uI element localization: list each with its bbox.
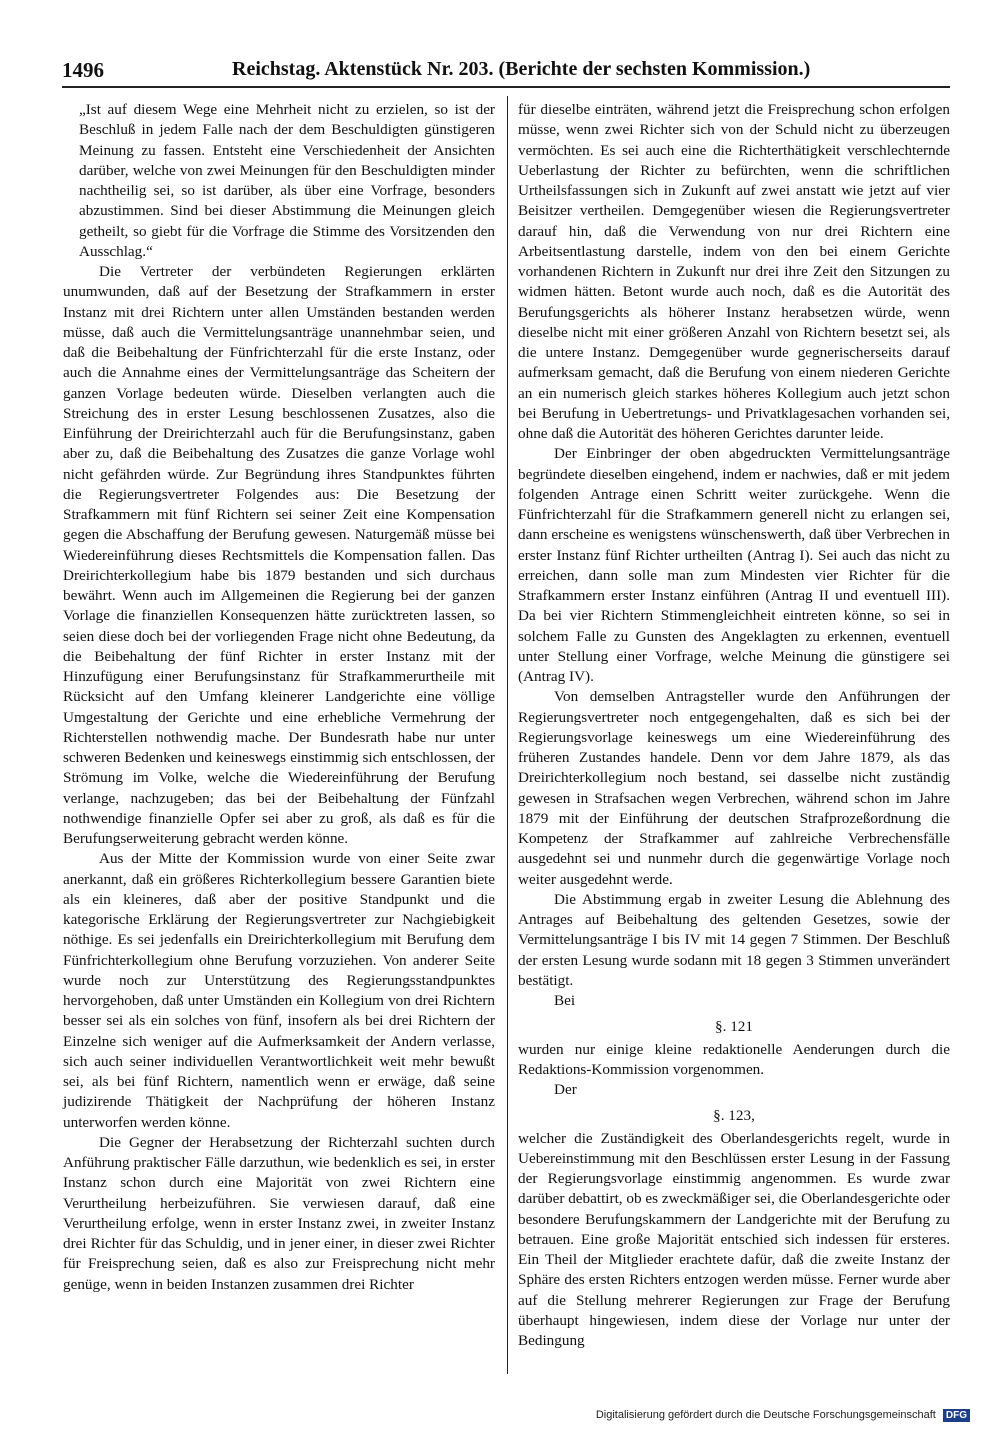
section-heading: §. 123, xyxy=(713,1107,755,1125)
paragraph: „Ist auf diesem Wege eine Mehrheit nicht zu erzielen, so ist der Beschluß in jedem Falle nach der dem Beschuldigten günstigeren Meinung zu fassen. Entsteht eine Verschiedenheit der Ansichten darüber, welche von zwei Meinungen für den Beschuldigten minder nachtheilig sei, so ist darüber, als über eine Vorfrage, besonders abzustimmen. Sind bei dieser Abstimmung die Meinungen gleich getheilt, so giebt für die Vorfrage die Stimme des Vorsitzenden den Ausschlag.“ xyxy=(79,101,495,260)
paragraph: Aus der Mitte der Kommission wurde von einer Seite zwar anerkannt, daß ein größeres Richterkollegium bessere Garantien biete als ein kleineres, daß aber der positive Standpunkt und die kategorische Erklärung der Regierungsvertreter zur Nachgiebigkeit nöthige. Es sei jedenfalls ein Dreirichterkollegium mit Berufung dem Fünfrichterkollegium ohne Berufung vorzuziehen. Von anderer Seite wurde noch zur Unterstützung des Regierungsstandpunktes hervorgehoben, daß unter Umständen ein Kollegium von drei Richtern besser sei als ein solches von fünf, insofern als bei drei Richtern der Einzelne sich weniger auf die Aufmerksamkeit der Andern verlasse, sich auch seiner individuellen Verantwortlichkeit weit mehr bewußt sei, als bei fünf Richtern, namentlich wenn er erwäge, daß seine judizirende Thätigkeit der Nachprüfung der höheren Instanz unterworfen werden könne. xyxy=(63,850,495,1131)
paragraph: Der xyxy=(554,1081,577,1098)
header-rule xyxy=(62,86,950,88)
column-divider xyxy=(507,96,508,1374)
paragraph: Die Gegner der Herabsetzung der Richterzahl suchten durch Anführung praktischer Fälle darzuthun, wie bedenklich es sei, in erster Instanz schon durch eine Majorität von zwei Richtern eine Verurtheilung herbeizuführen. Sie verwiesen darauf, daß eine Verurtheilung erfolge, wenn in erster Instanz zwei, in zweiter Instanz drei Richter für das Schuldig, und in jener einer, in dieser zwei Richter für Freisprechung seien, daß es also zur Freisprechung nicht mehr genüge, wenn in beiden Instanzen zusammen drei Richter xyxy=(63,1133,495,1293)
paragraph: für dieselbe einträten, während jetzt die Freisprechung schon erfolgen müsse, wenn zwei Richter sich von der Schuld nicht zu überzeugen vermöchten. Es sei auch eine die Richterthätigkeit verschlechternde Ueberlastung der Richter zu befürchten, wenn die schriftlichen Urtheilsfassungen sich in Zukunft auf zwei anstatt wie jetzt auf vier Beisitzer vertheilen. Demgegenüber wiesen die Regierungsvertreter darauf hin, daß die Verwendung von nur drei Richtern eine Arbeitsentlastung darstelle, indem von den bei einem Gerichte vorhandenen Richtern in Zukunft nur drei ihre Zeit den Sitzungen zu widmen hätten. Betont wurde auch noch, daß es die Autorität des Berufungsgerichts als höherer Instanz herabsetzen würde, wenn dieselbe nicht mit einer größeren Anzahl von Richtern besetzt sei, als die untere Instanz. Demgegenüber wurde gegnerischerseits darauf aufmerksam gemacht, daß die Berufung von einem niederen Gerichte an ein numerisch gleich starkes höheres Kollegium auch jetzt schon bei Berufung in Uebertretungs- und Privatklagesachen vorhanden sei, ohne daß die Autorität des höheren Gerichtes darunter leide. xyxy=(518,101,950,442)
paragraph: Bei xyxy=(554,992,576,1009)
paragraph: Der Einbringer der oben abgedruckten Vermittelungsanträge begründete dieselben eingehend, indem er nachwies, daß er mit jedem folgenden Antrage einen Schritt weiter zurückgehe. Wenn die Fünfrichterzahl für die Strafkammern generell nicht zu erlangen sei, dann erscheine es wenigstens wünschenswerth, daß über Verbrechen in erster Instanz fünf Richter urtheilten (Antrag I). Sei auch das nicht zu erreichen, dann solle man zum Mindesten vier Richter für die Strafkammern erster Instanz einführen (Antrag II und eventuell III). Da bei vier Richtern Stimmengleichheit eintreten könne, so sei in solchem Falle zu Gunsten des Angeklagten zu erkennen, eventuell unter Stellung einer Vorfrage, welche Meinung die günstigere sei (Antrag IV). xyxy=(518,445,950,685)
footer-credit xyxy=(596,1409,970,1422)
paragraph: Die Vertreter der verbündeten Regierungen erklärten unumwunden, daß auf der Besetzung der Strafkammern in erster Instanz mit drei Richtern unter allen Umständen bestanden werden müsse, daß auch die Vermittelungsanträge unannehmbar seien, und daß die Beibehaltung der Fünfrichterzahl für die erste Instanz, oder auch die Annahme eines der Vermittelungsanträge das Scheitern der ganzen Vorlage bedeuten würde. Dieselben verlangten auch die Streichung des in erster Lesung beschlossenen Zusatzes, also die Einführung der Dreirichterzahl auch für die Berufungsinstanz, gaben aber zu, daß die Beibehaltung des Zusatzes die ganze Vorlage wohl nicht gefährden würde. Zur Begründung ihres Standpunktes führten die Regierungsvertreter Folgendes aus: Die Besetzung der Strafkammern mit fünf Richtern sei seiner Zeit eine Kompensation gegen die Abschaffung der Berufung gewesen. Naturgemäß müsse bei Wiedereinführung dieses Rechtsmittels die Kompensation fallen. Das Dreirichterkollegium habe bis 1879 bestanden und sich durchaus bewährt. Wenn auch im Allgemeinen die Regierung bei der ganzen Vorlage die finanziellen Konsequenzen hätte zurücktreten lassen, so seien diese doch bei der vorliegenden Frage nicht ohne Bedeutung, da die Beibehaltung der fünf Richter in erster Instanz mit der Hinzufügung einer Berufungsinstanz für Strafkammerurtheile mit Rücksicht auf den Umfang kleinerer Landgerichte eine völlige Umgestaltung der Gerichte und eine erhebliche Vermehrung der Richterstellen nothwendig mache. Der Bundesrath habe nur unter schweren Bedenken und keineswegs einstimmig sich entschlossen, der Strömung im Volke, welche die Wiedereinführung der Berufung verlange, nachzugeben; das bei der Beibehaltung der Fünfzahl nothwendige finanzielle Opfer sei aber zu groß, als daß es für die Berufungserweiterung gebracht werden könne. xyxy=(63,263,495,847)
paragraph: Von demselben Antragsteller wurde den Anführungen der Regierungsvertreter noch entgegengehalten, daß es sich bei der Regierungsvorlage keineswegs um eine Wiedereinführung des früheren Zustandes handele. Denn vor dem Jahre 1879, als das Dreirichterkollegium noch bestand, sei dasselbe nicht zuständig gewesen in Strafsachen wegen Verbrechen, während schon im Jahre 1879 mit der Einführung der deutschen Strafprozeßordnung die Kompetenz der Strafkammer auf zahlreiche Verbrechensfälle ausgedehnt sei und nunmehr durch die gegenwärtige Vorlage noch weiter ausgedehnt werde. xyxy=(518,688,950,888)
left-column xyxy=(63,100,495,1295)
paragraph: Die Abstimmung ergab in zweiter Lesung die Ablehnung des Antrages auf Beibehaltung des geltenden Gesetzes, sowie der Vermittelungsanträge I bis IV mit 14 gegen 7 Stimmen. Der Beschluß der ersten Lesung wurde sodann mit 18 gegen 3 Stimmen unverändert bestätigt. xyxy=(518,890,950,989)
page-number: 1496 xyxy=(62,58,104,82)
running-title: Reichstag. Aktenstück Nr. 203. (Berichte der sechsten Kommission.) xyxy=(232,58,811,80)
paragraph: wurden nur einige kleine redaktionelle Aenderungen durch die Redaktions-Kommission vorgenommen. xyxy=(518,1040,950,1078)
right-column xyxy=(518,100,950,1351)
footer-text: Digitalisierung gefördert durch die Deutsche Forschungsgemeinschaft xyxy=(595,1409,936,1421)
dfg-logo: DFG xyxy=(943,1409,970,1422)
paragraph: welcher die Zuständigkeit des Oberlandesgerichts regelt, wurde in Uebereinstimmung mit den Beschlüssen erster Lesung in der Fassung der Regierungsvorlage einstimmig angenommen. Es wurde zwar darüber debattirt, ob es zweckmäßiger sei, die Oberlandesgerichte oder besondere Berufungskammern der Landgerichte mit der Berufung zu betrauen. Eine große Majorität entschied sich indessen für ersteres. Ein Theil der Mitglieder erachtete dafür, daß die zweite Instanz der Sphäre des ersten Richters entzogen werden müsse. Ferner wurde aber auf die Stellung mehrerer Regierungen zur Frage der Berufung überhaupt hingewiesen, indem diese der Vorlage nur unter der Bedingung xyxy=(518,1129,950,1349)
section-heading: §. 121 xyxy=(715,1018,753,1036)
